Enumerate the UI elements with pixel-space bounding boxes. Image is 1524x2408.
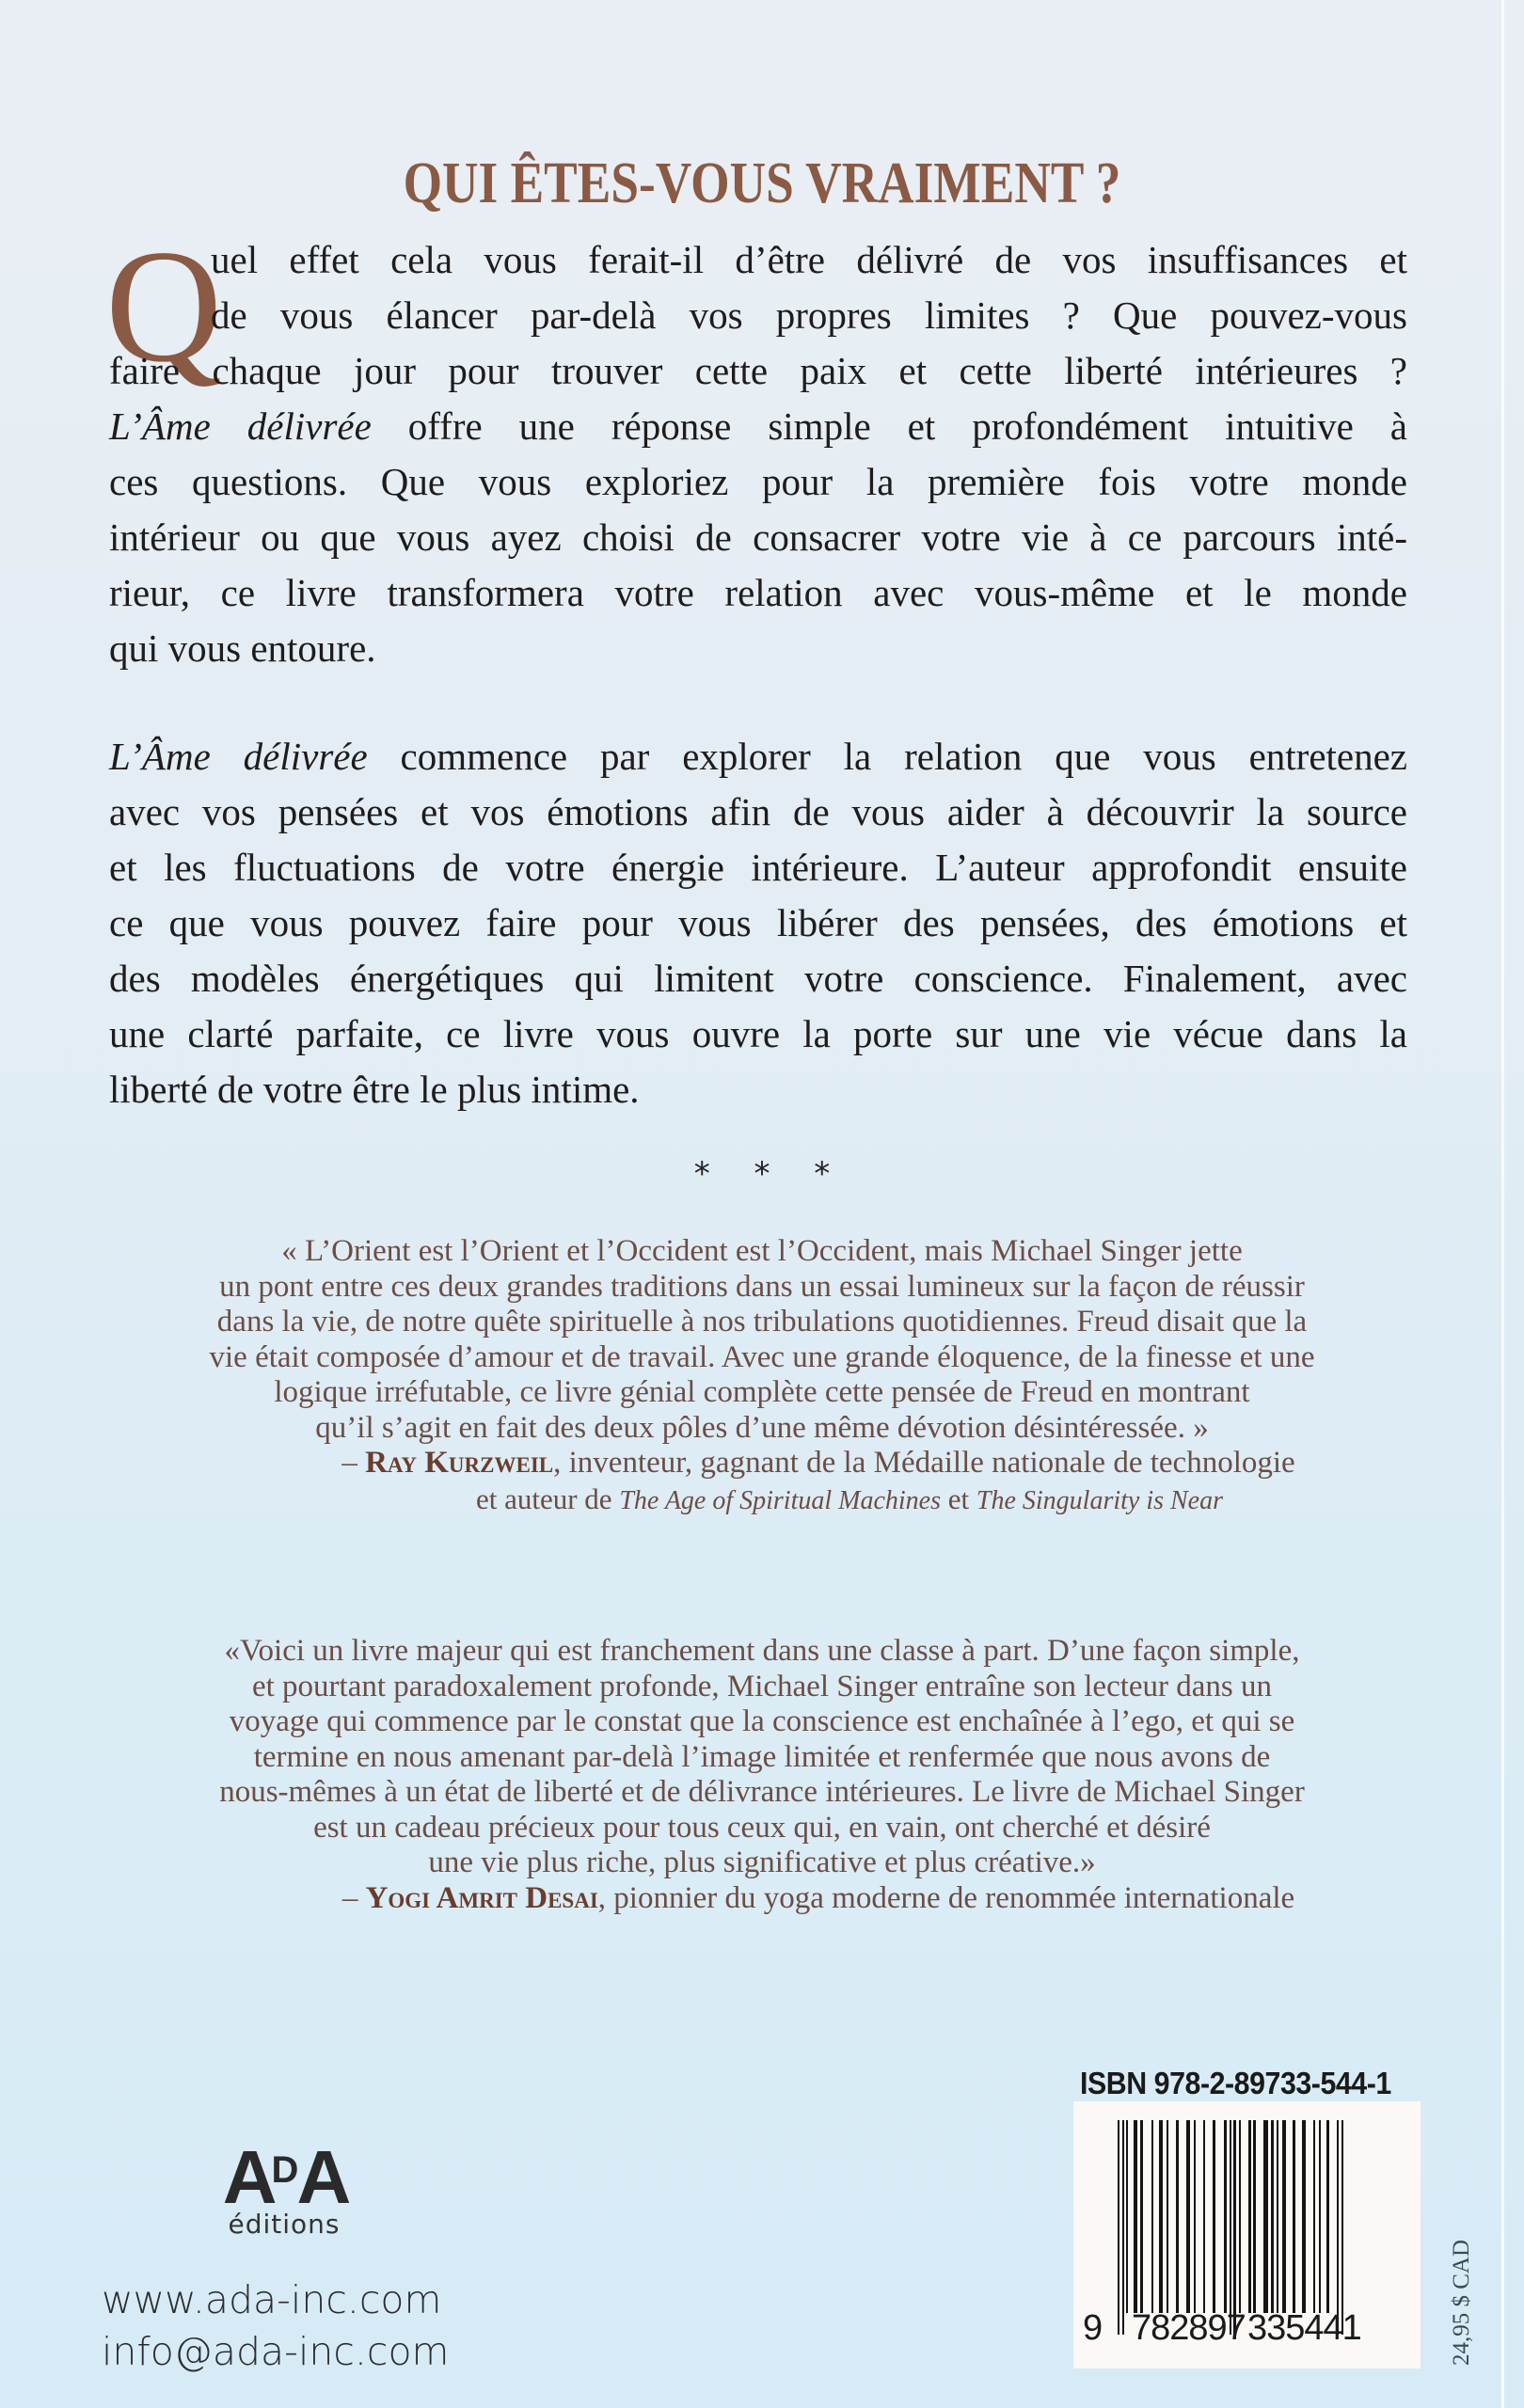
email-link[interactable]: info@ada-inc.com (102, 2329, 450, 2374)
book-title: The Singularity is Near (976, 1485, 1224, 1515)
testimonial-attribution (94, 1881, 1430, 1917)
barcode-bar (1159, 2120, 1163, 2313)
text-line: rieur, ce livre transformera votre relation avec vous-même et le monde (109, 571, 1407, 614)
quote-line: et pourtant paradoxalement profonde, Michael Singer entraîne son lecteur dans un (251, 1669, 1273, 1703)
quote-line: «Voici un livre majeur qui est franchement dans une classe à part. D’une façon simple, (224, 1634, 1300, 1668)
quote-line: qu’il s’agit en fait des deux pôles d’une même dévotion désintéressée. » (315, 1410, 1209, 1445)
quote-line: est un cadeau précieux pour tous ceux qui, en vain, ont cherché et désiré (313, 1810, 1211, 1845)
barcode (1073, 2101, 1421, 2368)
quote-line: termine en nous amenant par-delà l’image limitée et renfermée que nous avons de (253, 1739, 1271, 1774)
quote-line: dans la vie, de notre quête spirituelle à nos tribulations quotidiennes. Freud disait que la (216, 1305, 1308, 1339)
text-line: qui vous entoure. (109, 626, 376, 670)
quote-line: voyage qui commence par le constat que la conscience est enchaînée à l’ego, et qui se (229, 1704, 1295, 1738)
barcode-bar (1230, 2120, 1231, 2335)
author-name: Ray Kurzweil (365, 1446, 554, 1480)
testimonial-kurzweil (94, 1234, 1430, 1516)
book-title: L’Âme délivrée (109, 404, 372, 448)
dash: – (341, 1880, 366, 1915)
barcode-bar (1326, 2120, 1329, 2313)
barcode-bar (1263, 2120, 1268, 2313)
quote-line: logique irréfutable, ce livre génial complète cette pensée de Freud en montrant (274, 1375, 1250, 1409)
barcode-gap (1179, 2120, 1186, 2121)
barcode-bar (1186, 2120, 1190, 2313)
text-line: intérieur ou que vous ayez choisi de consacrer votre vie à ce parcours inté- (109, 515, 1407, 559)
barcode-bar (1271, 2120, 1274, 2313)
text-span: commence par explorer la relation que vous entretenez (367, 735, 1407, 778)
text-line: faire chaque jour pour trouver cette paix et cette liberté intérieures ? (109, 349, 1407, 392)
barcode-bar (1293, 2120, 1295, 2313)
book-title: L’Âme délivrée (109, 735, 368, 778)
logo-letter: A (222, 2135, 272, 2219)
barcode-bar (1337, 2120, 1339, 2335)
testimonial-desai (94, 1634, 1430, 1916)
quote-line: une vie plus riche, plus significative et plus créative.» (428, 1846, 1096, 1879)
barcode-gap (1196, 2120, 1203, 2121)
barcode-bar (1248, 2120, 1251, 2313)
barcode-bar (1134, 2120, 1137, 2313)
text-span: et (941, 1481, 976, 1515)
text-span: et auteur de (475, 1481, 620, 1515)
author-role: , inventeur, gagnant de la Médaille nationale de technologie (553, 1446, 1295, 1480)
barcode-bar (1302, 2120, 1306, 2313)
isbn-label: ISBN 978-2-89733-544-1 (1080, 2066, 1391, 2100)
barcode-gap (1329, 2120, 1337, 2121)
barcode-bar (1277, 2120, 1278, 2313)
barcode-bar (1213, 2120, 1215, 2313)
barcode-gap (1295, 2120, 1302, 2121)
cover-edge-line (1501, 0, 1504, 2408)
barcode-bar (1319, 2120, 1321, 2313)
barcode-bar (1224, 2120, 1227, 2313)
barcode-bar (1194, 2120, 1196, 2313)
barcode-gap (1143, 2120, 1151, 2121)
barcode-bar (1341, 2120, 1343, 2335)
intro-paragraph (109, 232, 1407, 676)
text-line: liberté de votre être le plus intime. (109, 1068, 640, 1111)
text-line (109, 729, 1407, 784)
barcode-bar (1151, 2120, 1153, 2313)
barcode-gap (1168, 2120, 1176, 2121)
text-line: et les fluctuations de votre énergie intérieure. L’auteur approfondit ensuite (109, 846, 1407, 889)
barcode-bar (1167, 2120, 1168, 2313)
barcode-digit: 9 (1083, 2308, 1103, 2348)
section-separator: * * * (693, 1155, 831, 1193)
logo-letter: A (296, 2135, 346, 2219)
barcode-gap (1215, 2120, 1224, 2121)
barcode-gap (1241, 2120, 1248, 2121)
barcode-bar (1239, 2120, 1241, 2313)
barcode-digit: 335441 (1247, 2308, 1361, 2348)
barcode-gap (1286, 2120, 1293, 2121)
barcode-bar (1118, 2120, 1119, 2335)
barcode-bar (1282, 2120, 1286, 2313)
author-role: , pionnier du yoga moderne de renommée internationale (597, 1880, 1295, 1915)
barcode-gap (1306, 2120, 1313, 2121)
drop-cap: Q (105, 217, 223, 396)
text-line: ce que vous pouvez faire pour vous libérer des pensées, des émotions et (109, 901, 1407, 944)
barcode-bar (1233, 2120, 1236, 2335)
publisher-contact (102, 2274, 449, 2378)
barcode-gap (1256, 2120, 1263, 2121)
text-line: de vous élancer par-delà vos propres limites ? Que pouvez-vous (211, 293, 1407, 337)
book-title: The Age of Spiritual Machines (619, 1485, 942, 1515)
barcode-bar (1313, 2120, 1315, 2313)
barcode-digit: 782897 (1132, 2308, 1246, 2348)
text-line: des modèles énergétiques qui limitent votre conscience. Finalement, avec (109, 957, 1407, 1000)
summary-paragraph (109, 729, 1407, 1117)
quote-line: « L’Orient est l’Orient et l’Occident est l’Occident, mais Michael Singer jette (281, 1234, 1243, 1268)
barcode-bar (1140, 2120, 1143, 2313)
barcode-bar (1176, 2120, 1179, 2313)
dash: – (341, 1446, 366, 1480)
barcode-bar (1126, 2120, 1128, 2313)
text-line (109, 399, 1407, 454)
barcode-bar (1203, 2120, 1205, 2313)
website-link[interactable]: www.ada-inc.com (102, 2277, 442, 2322)
testimonial-attribution (94, 1446, 1430, 1481)
text-line: une clarté parfaite, ce livre vous ouvre la porte sur une vie vécue dans la (109, 1012, 1407, 1055)
quote-line: un pont entre ces deux grandes traditions dans un essai lumineux sur la façon de réussir (219, 1269, 1305, 1304)
text-span: offre une réponse simple et profondément intuitive à (371, 404, 1407, 448)
ada-logo-mark (199, 2135, 369, 2219)
barcode-bars (1118, 2120, 1370, 2335)
barcode-bar (1253, 2120, 1256, 2313)
text-line: avec vos pensées et vos émotions afin de vous aider à découvrir la source (109, 790, 1407, 833)
text-line: ces questions. Que vous exploriez pour la première fois votre monde (109, 460, 1407, 503)
logo-letter: D (271, 2149, 297, 2191)
barcode-bar (1122, 2120, 1124, 2335)
text-line: uel effet cela vous ferait-il d’être délivré de vos insuffisances et (211, 238, 1407, 281)
quote-line: vie était composée d’amour et de travail. Avec une grande éloquence, de la finesse et une (209, 1339, 1315, 1374)
price-label: 24,95 $ CAD (1449, 2239, 1474, 2366)
testimonial-attribution-cont (94, 1481, 1430, 1517)
publisher-logo (199, 2137, 369, 2250)
page-title: QUI ÊTES-VOUS VRAIMENT ? (403, 150, 1121, 215)
quote-line: nous-mêmes à un état de liberté et de délivrance intérieures. Le livre de Michael Singer (219, 1775, 1305, 1809)
logo-subtitle: éditions (228, 2209, 341, 2240)
barcode-gap (1205, 2120, 1213, 2121)
author-name: Yogi Amrit Desai (365, 1880, 598, 1915)
